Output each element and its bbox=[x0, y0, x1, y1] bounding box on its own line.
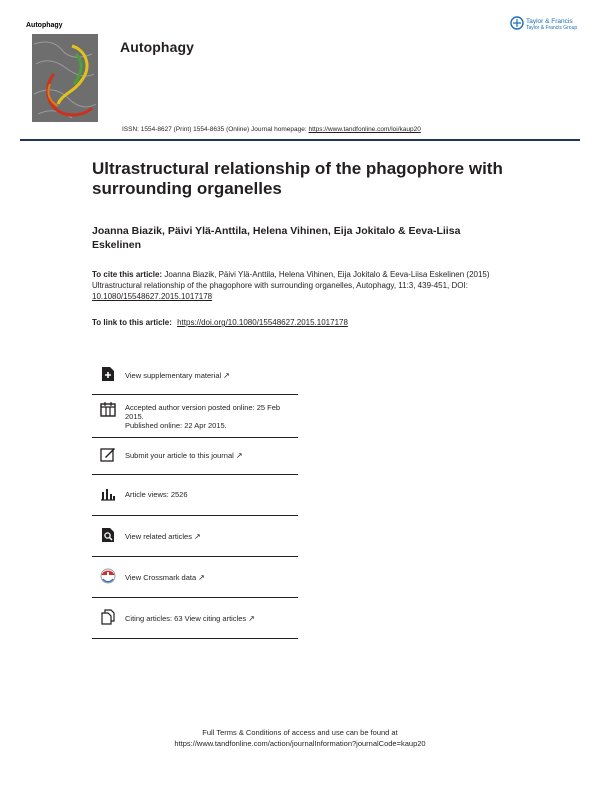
cover-title: Autophagy bbox=[26, 22, 63, 29]
cover-image bbox=[32, 34, 98, 122]
published-date: Published online: 22 Apr 2015. bbox=[125, 421, 227, 430]
article-authors: Joanna Biazik, Päivi Ylä-Anttila, Helena Vihinen, Eija Jokitalo & Eeva-Liisa Eskelinen bbox=[92, 225, 461, 251]
accepted-date: Accepted author version posted online: 25 Feb 2015. bbox=[125, 403, 281, 421]
views-row bbox=[92, 475, 298, 516]
issn-line bbox=[122, 126, 421, 133]
article-title: Ultrastructural relationship of the phagophore with surrounding organelles bbox=[92, 159, 503, 198]
calendar-icon bbox=[100, 401, 116, 417]
publisher-name: Taylor & Francis bbox=[526, 18, 573, 25]
article-info-list bbox=[92, 358, 298, 639]
cite-label: To cite this article: bbox=[92, 270, 163, 279]
document-plus-icon bbox=[100, 366, 116, 382]
submit-link[interactable]: Submit your article to this journal bbox=[125, 451, 234, 460]
cite-text: Joanna Biazik, Päivi Ylä-Anttila, Helena Vihinen, Eija Jokitalo & Eeva-Liisa Eskelinen (2015) Ultrastructural relationship of the phagophore with surrounding organelles, Autophagy, 11:3, 439-451, DOI: bbox=[92, 270, 490, 290]
bar-chart-icon bbox=[100, 485, 116, 501]
footer-terms: Full Terms & Conditions of access and use can be found at bbox=[202, 728, 398, 737]
footer bbox=[100, 727, 500, 749]
article-views: Article views: 2526 bbox=[125, 490, 188, 499]
external-link-icon: ↗ bbox=[235, 451, 243, 460]
header-divider bbox=[20, 139, 580, 141]
external-link-icon: ↗ bbox=[193, 532, 201, 541]
crossmark-row[interactable] bbox=[92, 557, 298, 598]
link-label: To link to this article: bbox=[92, 318, 172, 327]
dates-row bbox=[92, 395, 298, 438]
external-link-icon: ↗ bbox=[223, 371, 230, 380]
citing-row[interactable] bbox=[92, 598, 298, 639]
related-articles-link[interactable]: View related articles bbox=[125, 532, 192, 541]
citing-articles-link[interactable]: Citing articles: 63 View citing articles bbox=[125, 614, 247, 623]
journal-homepage-link[interactable]: https://www.tandfonline.com/loi/kaup20 bbox=[308, 126, 421, 133]
footer-terms-link[interactable]: https://www.tandfonline.com/action/journalInformation?journalCode=kaup20 bbox=[174, 739, 426, 748]
supplementary-link[interactable]: View supplementary material bbox=[125, 371, 222, 380]
publisher-sub: Taylor & Francis Group bbox=[526, 25, 578, 31]
journal-name[interactable]: Autophagy bbox=[120, 39, 195, 55]
external-link-icon: ↗ bbox=[198, 573, 205, 582]
crossmark-link[interactable]: View Crossmark data bbox=[125, 573, 197, 582]
issn-text: ISSN: 1554-8627 (Print) 1554-8635 (Online) Journal homepage: bbox=[122, 126, 307, 133]
supplementary-row[interactable] bbox=[92, 358, 298, 395]
external-link-icon: ↗ bbox=[248, 614, 255, 623]
article-link-block bbox=[92, 317, 512, 328]
publisher-logo[interactable] bbox=[510, 16, 582, 40]
citation-block bbox=[92, 269, 512, 302]
cite-doi-link[interactable]: 10.1080/15548627.2015.1017178 bbox=[92, 292, 213, 301]
related-row[interactable] bbox=[92, 516, 298, 557]
submit-row[interactable] bbox=[92, 438, 298, 475]
search-document-icon bbox=[100, 527, 116, 543]
publisher-logo-icon bbox=[510, 16, 524, 30]
citing-documents-icon bbox=[100, 609, 116, 625]
article-doi-link[interactable]: https://doi.org/10.1080/15548627.2015.1017178 bbox=[177, 318, 348, 327]
journal-cover bbox=[26, 24, 96, 124]
pencil-icon bbox=[100, 446, 116, 462]
crossmark-icon bbox=[100, 568, 116, 584]
